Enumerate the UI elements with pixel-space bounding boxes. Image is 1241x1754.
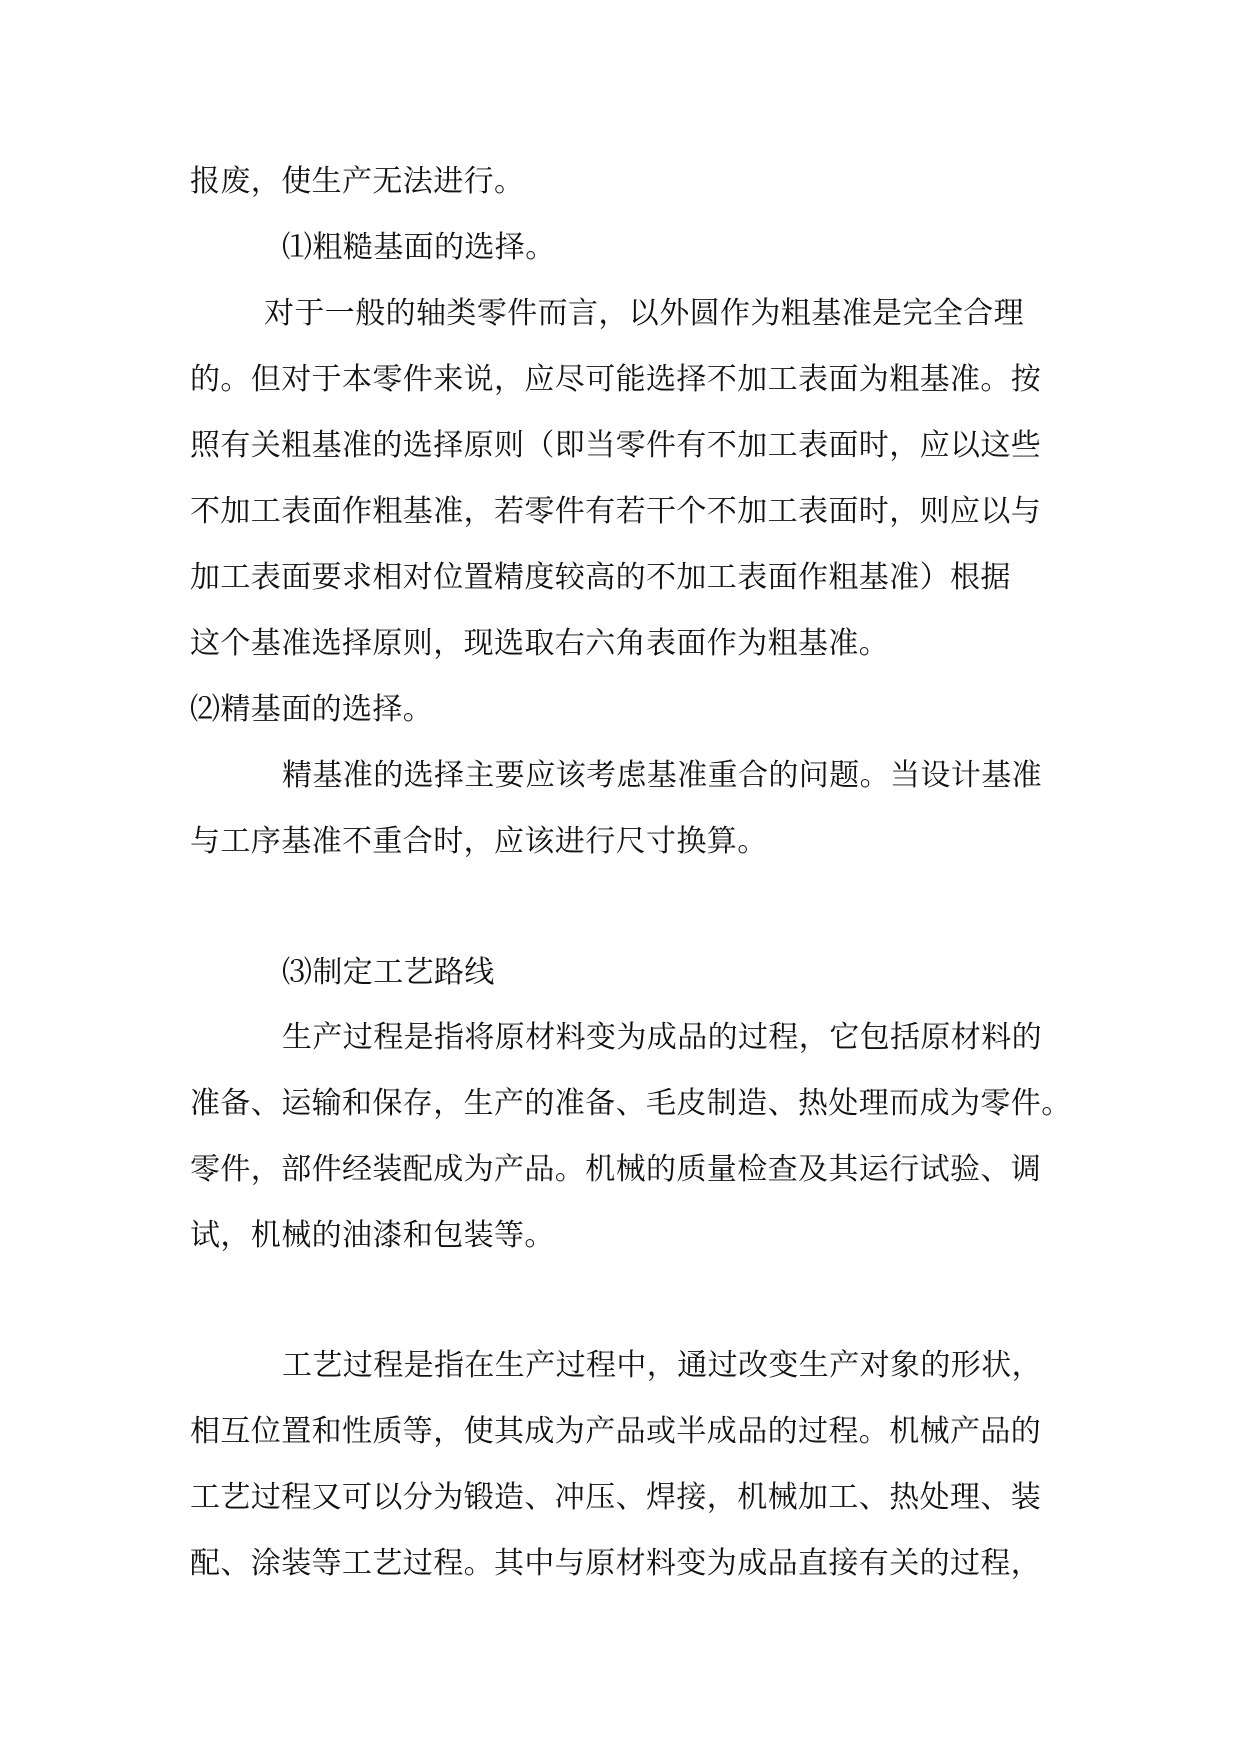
paragraph-line: 照有关粗基准的选择原则（即当零件有不加工表面时，应以这些 <box>190 428 1042 463</box>
paragraph-line: 不加工表面作粗基准，若零件有若干个不加工表面时，则应以与 <box>190 494 1042 529</box>
paragraph-line: 加工表面要求相对位置精度较高的不加工表面作粗基准）根据 <box>190 560 1011 595</box>
paragraph-line: 工艺过程是指在生产过程中，通过改变生产对象的形状， <box>282 1348 1042 1383</box>
text-line: 报废，使生产无法进行。 <box>190 164 525 199</box>
paragraph-line: 相互位置和性质等，使其成为产品或半成品的过程。机械产品的 <box>190 1414 1042 1449</box>
section-heading-rough-datum: ⑴粗糙基面的选择。 <box>282 230 556 265</box>
paragraph-line: 生产过程是指将原材料变为成品的过程，它包括原材料的 <box>282 1020 1042 1055</box>
paragraph-line: 准备、运输和保存，生产的准备、毛皮制造、热处理而成为零件。 <box>190 1086 1072 1121</box>
paragraph-line: 的。但对于本零件来说，应尽可能选择不加工表面为粗基准。按 <box>190 362 1042 397</box>
section-heading-process-route: ⑶制定工艺路线 <box>282 955 495 990</box>
paragraph-line: 这个基准选择原则，现选取右六角表面作为粗基准。 <box>190 626 890 661</box>
paragraph-line: 精基准的选择主要应该考虑基准重合的问题。当设计基准 <box>282 758 1042 793</box>
paragraph-line: 配、涂装等工艺过程。其中与原材料变为成品直接有关的过程， <box>190 1546 1042 1581</box>
paragraph-line: 试，机械的油漆和包装等。 <box>190 1218 555 1253</box>
paragraph-line: 与工序基准不重合时，应该进行尺寸换算。 <box>190 824 768 859</box>
paragraph-line: 零件，部件经装配成为产品。机械的质量检查及其运行试验、调 <box>190 1152 1042 1187</box>
section-heading-fine-datum: ⑵精基面的选择。 <box>190 692 434 727</box>
paragraph-line: 工艺过程又可以分为锻造、冲压、焊接，机械加工、热处理、装 <box>190 1480 1042 1515</box>
paragraph-line: 对于一般的轴类零件而言，以外圆作为粗基准是完全合理 <box>264 296 1024 331</box>
